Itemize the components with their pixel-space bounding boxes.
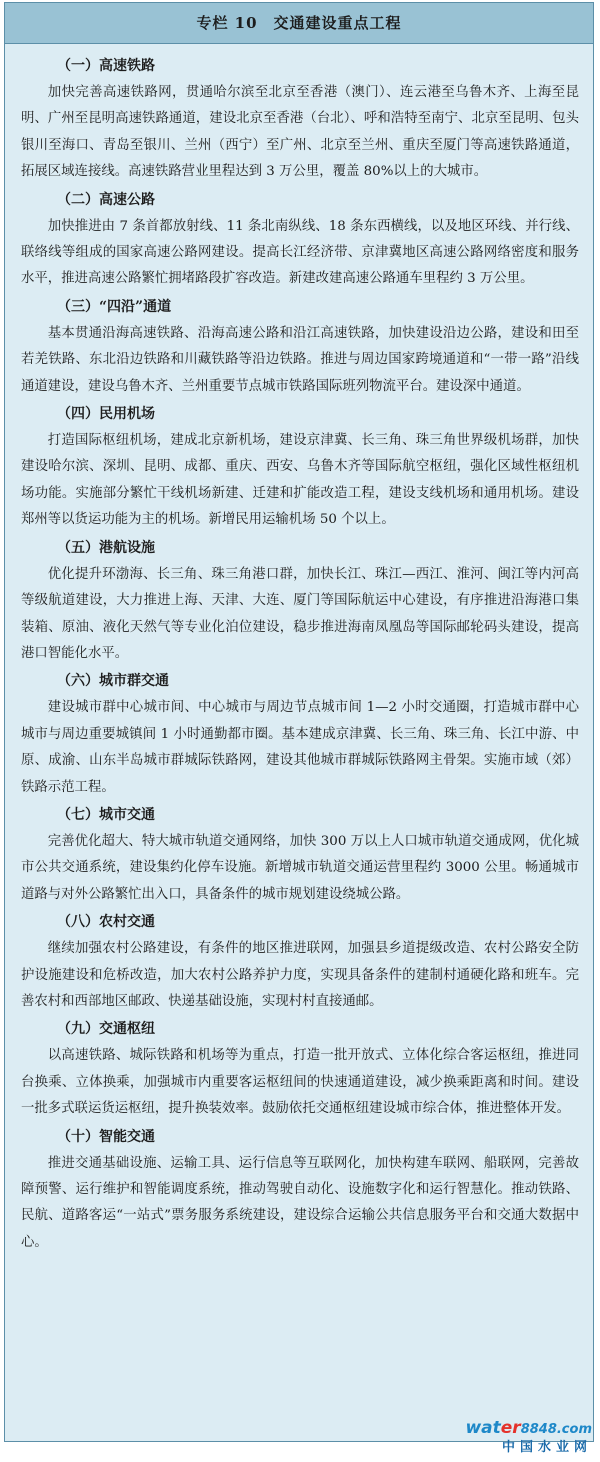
section-heading: （十）智能交通: [57, 1128, 155, 1145]
section-heading: （四）民用机场: [57, 406, 155, 423]
section-text: 打造国际枢纽机场，建成北京新机场，建设京津冀、长三角、珠三角世界级机场群，加快建设哈尔滨、深圳、昆明、成都、重庆、西安、乌鲁木齐等国际航空枢纽，强化区域性枢纽机场功能。实施部分繁忙干线机场新建、迁建和扩能改造工程，建设支线机场和通用机场。建设郑州等以货运功能为主的机场。新增民用运输机场 50 个以上。: [21, 433, 579, 528]
column-title: 专栏 10 交通建设重点工程: [5, 3, 593, 44]
watermark-subtitle: 中国水业网: [501, 1440, 592, 1455]
section-heading: （八）农村交通: [57, 914, 155, 931]
section-text: 以高速铁路、城际铁路和机场等为重点，打造一批开放式、立体化综合客运枢纽，推进同台换乘、立体换乘，加强城市内重要客运枢纽间的快速通道建设，减少换乘距离和时间。建设一批多式联运货运枢纽，提升换装效率。鼓励依托交通枢纽建设城市综合体，推进整体开发。: [21, 1048, 579, 1117]
section-urban-transport: [21, 801, 579, 908]
section-heading: （一）高速铁路: [57, 58, 155, 74]
section-transport-hubs: [21, 1015, 579, 1122]
section-four-corridors: [21, 293, 579, 400]
section-ports: [21, 534, 579, 668]
column-panel: [4, 2, 594, 1442]
section-high-speed-rail: [21, 52, 579, 186]
section-text: 加快推进由 7 条首都放射线、11 条北南纵线、18 条东西横线，以及地区环线、并行线、联络线等组成的国家高速公路网建设。提高长江经济带、京津冀地区高速公路网络密度和服务水平，推进高速公路繁忙拥堵路段扩容改造。新建改建高速公路通车里程约 3 万公里。: [21, 218, 579, 287]
site-watermark: [465, 1418, 592, 1456]
section-heading: （三）“四沿”通道: [57, 298, 172, 315]
section-text: 建设城市群中心城市间、中心城市与周边节点城市间 1—2 小时交通圈，打造城市群中心城市与周边重要城镇间 1 小时通勤都市圈。基本建成京津冀、长三角、珠三角、长江中游、中原、成渝、山东半岛城市群城际铁路网，建设其他城市群城际铁路网主骨架。实施市域（郊）铁路示范工程。: [21, 700, 579, 795]
watermark-logo-part: wat: [465, 1418, 501, 1438]
section-text: 加快完善高速铁路网，贯通哈尔滨至北京至香港（澳门）、连云港至乌鲁木齐、上海至昆明、广州至昆明高速铁路通道，建设北京至香港（台北）、呼和浩特至南宁、北京至昆明、包头银川至海口、青岛至银川、兰州（西宁）至广州、北京至兰州、重庆至厦门等高速铁路通道，拓展区域连接线。高速铁路营业里程达到 3 万公里，覆盖 80%以上的大城市。: [21, 85, 579, 180]
section-urban-cluster-transport: [21, 667, 579, 801]
section-text: 优化提升环渤海、长三角、珠三角港口群，加快长江、珠江—西江、淮河、闽江等内河高等级航道建设，大力推进上海、天津、大连、厦门等国际航运中心建设，有序推进沿海港口集装箱、原油、液化天然气等专业化泊位建设，稳步推进海南凤凰岛等国际邮轮码头建设，提高港口智能化水平。: [21, 566, 579, 661]
section-expressway: [21, 186, 579, 293]
section-smart-transport: [21, 1123, 579, 1257]
column-content: [5, 44, 593, 1256]
section-heading: （九）交通枢纽: [57, 1021, 155, 1038]
section-text: 推进交通基础设施、运输工具、运行信息等互联网化，加快构建车联网、船联网，完善故障预警、运行维护和智能调度系统，推动驾驶自动化、设施数字化和运行智慧化。推动铁路、民航、道路客运“一站式”票务服务系统建设，建设综合运输公共信息服务平台和交通大数据中心。: [21, 1155, 579, 1250]
section-heading: （二）高速公路: [57, 191, 155, 208]
section-text: 完善优化超大、特大城市轨道交通网络，加快 300 万以上人口城市轨道交通成网，优化城市公共交通系统，建设集约化停车设施。新增城市轨道交通运营里程约 3000 公里。畅通城市道路与对外公路繁忙出入口，具备条件的城市规划建设绕城公路。: [21, 833, 579, 902]
section-civil-airports: [21, 400, 579, 534]
section-heading: （五）港航设施: [57, 539, 155, 556]
section-text: 基本贯通沿海高速铁路、沿海高速公路和沿江高速铁路，加快建设沿边公路，建设和田至若羌铁路、东北沿边铁路和川藏铁路等沿边铁路。推进与周边国家跨境通道和“一带一路”沿线通道建设，建设乌鲁木齐、兰州重要节点城市铁路国际班列物流平台。建设深中通道。: [21, 325, 579, 394]
section-rural-transport: [21, 908, 579, 1015]
watermark-logo: [465, 1418, 592, 1440]
watermark-logo-part: er: [500, 1418, 521, 1438]
section-heading: （七）城市交通: [57, 806, 155, 823]
section-text: 继续加强农村公路建设，有条件的地区推进联网，加强县乡道提级改造、农村公路安全防护设施建设和危桥改造，加大农村公路养护力度，实现具备条件的建制村通硬化路和班车。完善农村和西部地区邮政、快递基础设施，实现村村直接通邮。: [21, 941, 579, 1009]
watermark-logo-part: 8848.com: [520, 1422, 592, 1437]
section-heading: （六）城市群交通: [57, 673, 169, 690]
